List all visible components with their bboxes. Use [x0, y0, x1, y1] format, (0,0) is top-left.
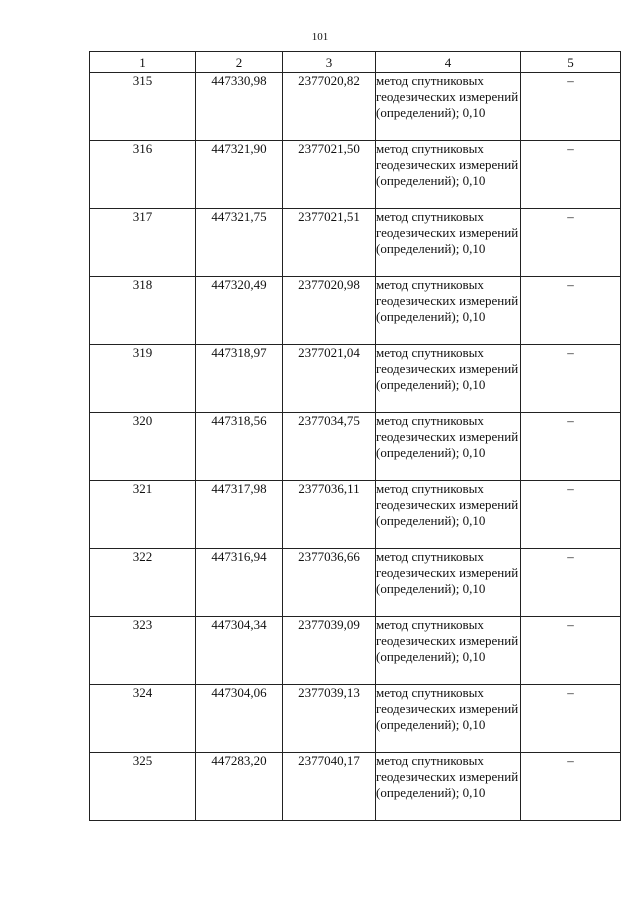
method-cell: метод спутниковых геодезических измерений (определений); 0,10	[376, 277, 521, 345]
coordinates-table	[89, 51, 621, 821]
x-coordinate-cell: 447304,34	[196, 617, 283, 685]
method-cell: метод спутниковых геодезических измерений (определений); 0,10	[376, 549, 521, 617]
y-coordinate-cell: 2377039,13	[283, 685, 376, 753]
point-number-cell: 322	[90, 549, 196, 617]
description-cell: –	[521, 549, 621, 617]
method-cell: метод спутниковых геодезических измерений (определений); 0,10	[376, 413, 521, 481]
x-coordinate-cell: 447320,49	[196, 277, 283, 345]
table-row	[90, 345, 621, 413]
x-coordinate-cell: 447283,20	[196, 753, 283, 821]
description-cell: –	[521, 617, 621, 685]
description-cell: –	[521, 141, 621, 209]
table-row	[90, 549, 621, 617]
table-row	[90, 209, 621, 277]
method-cell: метод спутниковых геодезических измерений (определений); 0,10	[376, 617, 521, 685]
table-header-row	[90, 52, 621, 73]
x-coordinate-cell: 447321,90	[196, 141, 283, 209]
x-coordinate-cell: 447304,06	[196, 685, 283, 753]
y-coordinate-cell: 2377036,66	[283, 549, 376, 617]
description-cell: –	[521, 685, 621, 753]
method-cell: метод спутниковых геодезических измерений (определений); 0,10	[376, 481, 521, 549]
table-row	[90, 481, 621, 549]
column-header: 2	[196, 52, 283, 73]
point-number-cell: 320	[90, 413, 196, 481]
y-coordinate-cell: 2377040,17	[283, 753, 376, 821]
table-row	[90, 413, 621, 481]
x-coordinate-cell: 447316,94	[196, 549, 283, 617]
x-coordinate-cell: 447318,97	[196, 345, 283, 413]
method-cell: метод спутниковых геодезических измерений (определений); 0,10	[376, 209, 521, 277]
description-cell: –	[521, 277, 621, 345]
column-header: 5	[521, 52, 621, 73]
description-cell: –	[521, 753, 621, 821]
point-number-cell: 321	[90, 481, 196, 549]
description-cell: –	[521, 413, 621, 481]
method-cell: метод спутниковых геодезических измерений (определений); 0,10	[376, 753, 521, 821]
x-coordinate-cell: 447317,98	[196, 481, 283, 549]
point-number-cell: 323	[90, 617, 196, 685]
x-coordinate-cell: 447321,75	[196, 209, 283, 277]
table-row	[90, 617, 621, 685]
table-row	[90, 277, 621, 345]
point-number-cell: 324	[90, 685, 196, 753]
description-cell: –	[521, 481, 621, 549]
y-coordinate-cell: 2377036,11	[283, 481, 376, 549]
y-coordinate-cell: 2377039,09	[283, 617, 376, 685]
column-header: 3	[283, 52, 376, 73]
page-number: 101	[311, 31, 329, 43]
table-row	[90, 73, 621, 141]
method-cell: метод спутниковых геодезических измерений (определений); 0,10	[376, 685, 521, 753]
y-coordinate-cell: 2377034,75	[283, 413, 376, 481]
y-coordinate-cell: 2377021,51	[283, 209, 376, 277]
method-cell: метод спутниковых геодезических измерений (определений); 0,10	[376, 141, 521, 209]
point-number-cell: 316	[90, 141, 196, 209]
column-header: 4	[376, 52, 521, 73]
column-header: 1	[90, 52, 196, 73]
x-coordinate-cell: 447330,98	[196, 73, 283, 141]
point-number-cell: 315	[90, 73, 196, 141]
description-cell: –	[521, 73, 621, 141]
table-row	[90, 753, 621, 821]
description-cell: –	[521, 209, 621, 277]
point-number-cell: 318	[90, 277, 196, 345]
point-number-cell: 317	[90, 209, 196, 277]
method-cell: метод спутниковых геодезических измерений (определений); 0,10	[376, 73, 521, 141]
description-cell: –	[521, 345, 621, 413]
x-coordinate-cell: 447318,56	[196, 413, 283, 481]
y-coordinate-cell: 2377020,98	[283, 277, 376, 345]
table-row	[90, 685, 621, 753]
table-row	[90, 141, 621, 209]
y-coordinate-cell: 2377021,04	[283, 345, 376, 413]
method-cell: метод спутниковых геодезических измерений (определений); 0,10	[376, 345, 521, 413]
point-number-cell: 319	[90, 345, 196, 413]
point-number-cell: 325	[90, 753, 196, 821]
y-coordinate-cell: 2377021,50	[283, 141, 376, 209]
y-coordinate-cell: 2377020,82	[283, 73, 376, 141]
